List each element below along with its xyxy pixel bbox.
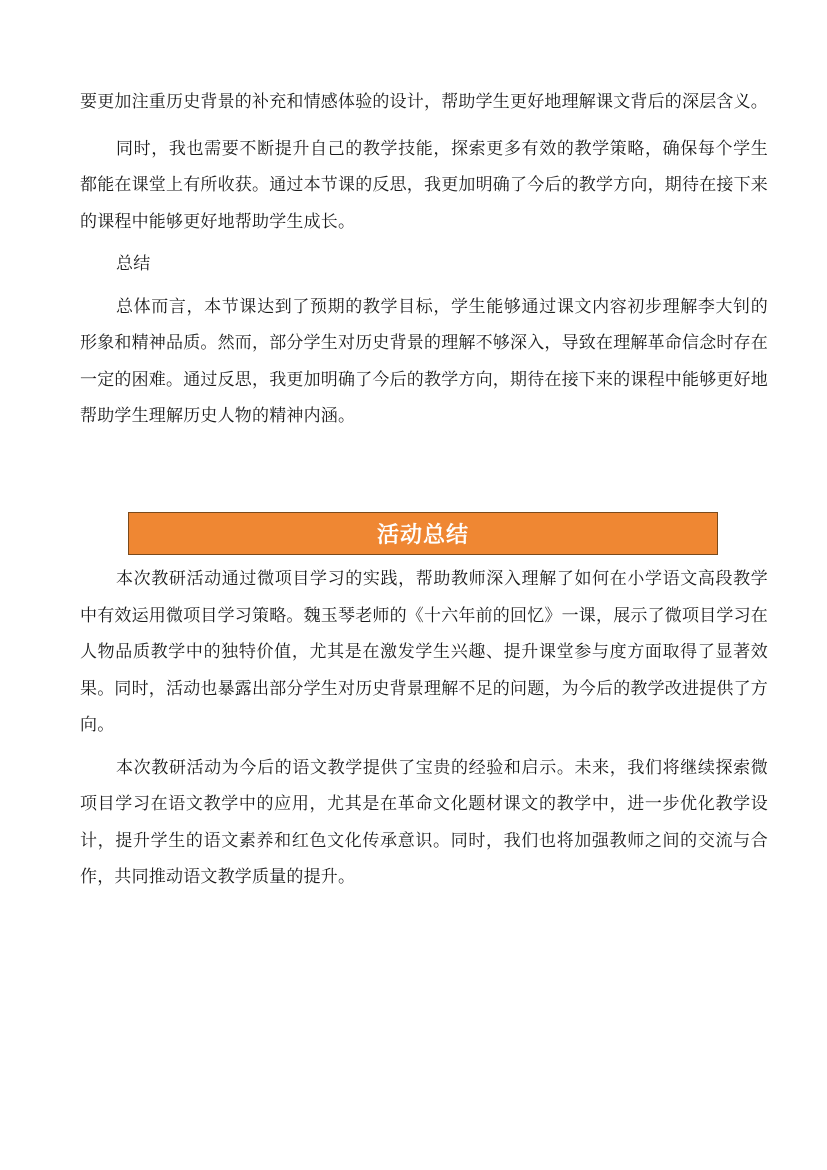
paragraph-continuation: 要更加注重历史背景的补充和情感体验的设计，帮助学生更好地理解课文背后的深层含义。 <box>80 92 768 112</box>
banner-title: 活动总结 <box>376 523 469 548</box>
document-body-bottom <box>80 561 768 896</box>
activity-summary-banner <box>128 512 718 555</box>
paragraph-activity-review: 本次教研活动通过微项目学习的实践，帮助教师深入理解了如何在小学语文高段教学中有效运用微项目学习策略。魏玉琴老师的《十六年前的回忆》一课，展示了微项目学习在人物品质教学中的独特价值，尤其是在激发学生兴趣、提升课堂参与度方面取得了显著效果。同时，活动也暴露出部分学生对历史背景理解不足的问题，为今后的教学改进提供了方向。 <box>80 569 768 735</box>
paragraph-summary: 总体而言，本节课达到了预期的教学目标，学生能够通过课文内容初步理解李大钊的形象和精神品质。然而，部分学生对历史背景的理解不够深入，导致在理解革命信念时存在一定的困难。通过反思，我更加明确了今后的教学方向，期待在接下来的课程中能够更好地帮助学生理解历史人物的精神内涵。 <box>80 296 768 426</box>
paragraph-teaching-skills: 同时，我也需要不断提升自己的教学技能，探索更多有效的教学策略，确保每个学生都能在课堂上有所收获。通过本节课的反思，我更加明确了今后的教学方向，期待在接下来的课程中能够更好地帮助学生成长。 <box>80 138 768 232</box>
section-heading-summary: 总结 <box>116 254 151 274</box>
document-body-top <box>80 84 768 435</box>
paragraph-future-outlook: 本次教研活动为今后的语文教学提供了宝贵的经验和启示。未来，我们将继续探索微项目学习在语文教学中的应用，尤其是在革命文化题材课文的教学中，进一步优化教学设计，提升学生的语文素养和红色文化传承意识。同时，我们也将加强教师之间的交流与合作，共同推动语文教学质量的提升。 <box>80 757 768 887</box>
